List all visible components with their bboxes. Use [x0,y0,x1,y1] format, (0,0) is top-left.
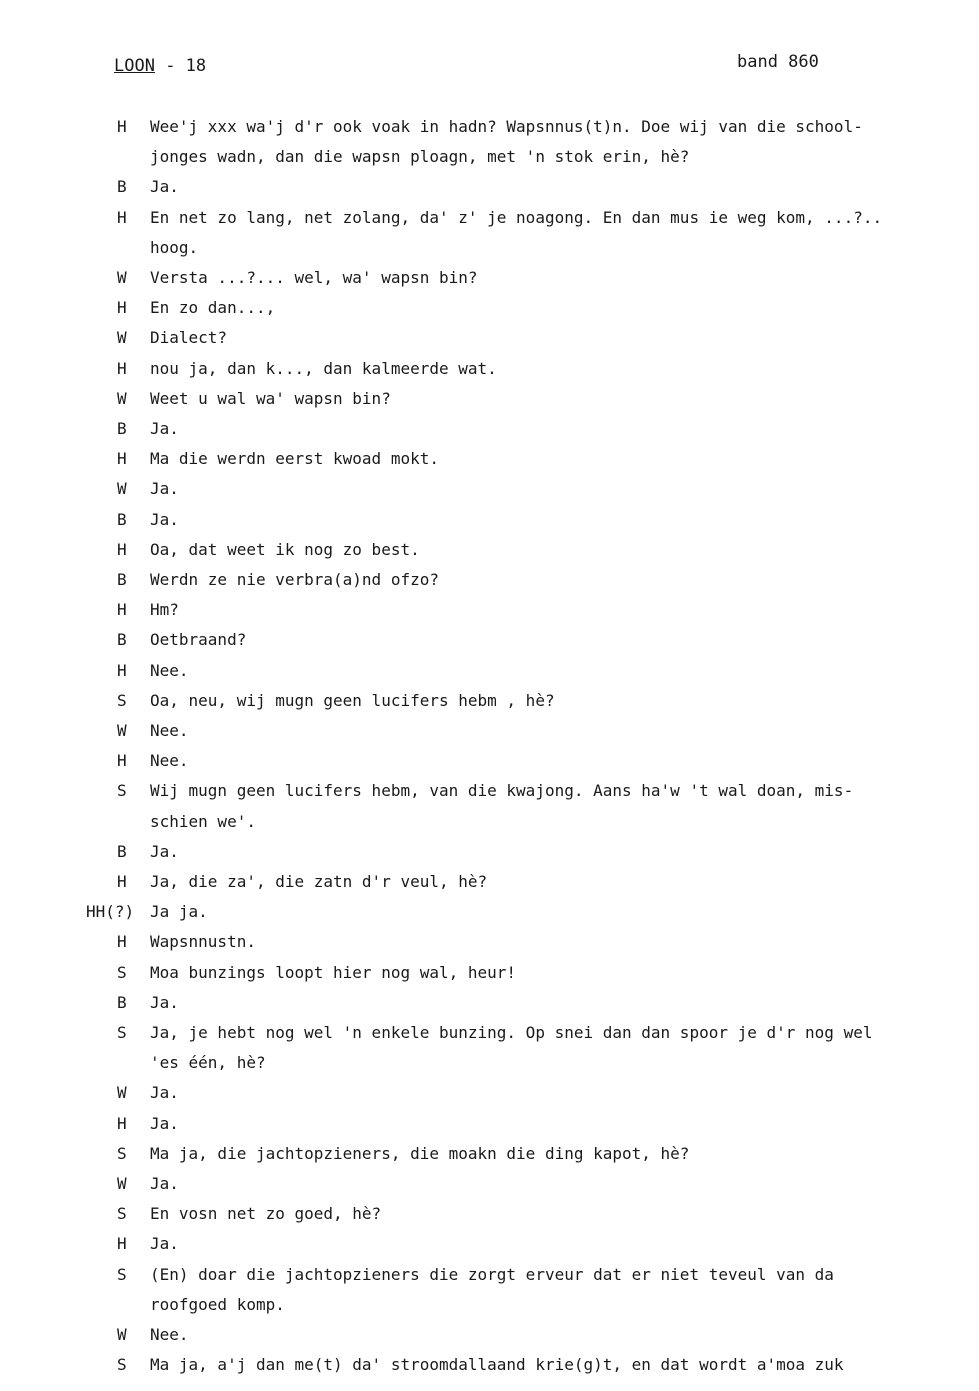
utterance-text: Ja. [150,992,179,1012]
utterance-text: Ma ja, a'j dan me(t) da' stroomdallaand krie(g)t, en dat wordt a'moa zuk [150,1355,844,1375]
speaker-label: S [117,690,127,710]
speaker-label: W [117,721,127,740]
utterance-text: hoog. [150,237,199,257]
transcript-line [0,1199,979,1229]
transcript-line-continuation [0,233,979,263]
speaker-label: W [117,479,127,499]
utterance-text: Oa, neu, wij mugn geen lucifers hebm , hè? [150,690,555,710]
utterance-text: 'es één, hè? [150,1053,266,1073]
utterance-text: nou ja, dan k..., dan kalmeerde wat. [150,358,497,378]
utterance-text: Weet u wal wa' wapsn bin? [150,388,391,408]
speaker-label: B [117,509,127,529]
speaker-label: W [117,328,127,348]
transcript-line [0,354,979,384]
utterance-text: En zo dan..., [150,298,276,318]
transcript-line [0,293,979,323]
transcript-line [0,1229,979,1259]
speaker-label: H [117,539,127,559]
transcript-line [0,384,979,414]
transcript-line [0,1260,979,1290]
speaker-label: H [117,117,127,136]
transcript-line [0,1109,979,1139]
utterance-text: Ja. [150,1113,179,1133]
utterance-text: Wij mugn geen lucifers hebm, van die kwajong. Aans ha'w 't wal doan, mis- [150,781,854,801]
utterance-text: Nee. [150,721,189,740]
transcript-line [0,1169,979,1199]
speaker-label: B [117,177,127,197]
utterance-text: Ja ja. [150,902,208,922]
speaker-label: H [117,1234,127,1254]
page-number: - 18 [165,56,207,76]
utterance-text: Ja. [150,1083,179,1103]
utterance-text: roofgoed komp. [150,1294,285,1314]
transcript-line [0,535,979,565]
utterance-text: En vosn net zo goed, hè? [150,1204,382,1224]
transcript-line [0,263,979,293]
transcript-line [0,656,979,686]
utterance-text: (En) doar die jachtopzieners die zorgt erveur dat er niet teveul van da [150,1264,834,1284]
utterance-text: Versta ...?... wel, wa' wapsn bin? [150,268,478,287]
utterance-text: En net zo lang, net zolang, da' z' je noagong. En dan mus ie weg kom, ...?.. [150,207,883,227]
utterance-text: Ma ja, die jachtopzieners, die moakn die ding kapot, hè? [150,1143,690,1163]
speaker-label: H [117,449,127,469]
speaker-label: H [117,298,127,318]
utterance-text: Ja, die za', die zatn d'r veul, hè? [150,872,488,891]
speaker-label: HH(?) [86,902,135,922]
speaker-label: H [117,207,127,227]
speaker-label: S [117,962,127,982]
speaker-label: S [117,781,127,801]
transcript-line [0,837,979,867]
utterance-text: Hm? [150,600,179,620]
transcript-line [0,1018,979,1048]
transcript-line [0,1078,979,1108]
utterance-text: Dialect? [150,328,228,348]
speaker-label: S [117,1355,127,1375]
utterance-text: Ja. [150,841,179,861]
speaker-label: S [117,1023,127,1042]
transcript-line [0,1139,979,1169]
utterance-text: jonges wadn, dan die wapsn ploagn, met 'n stok erin, hè? [150,147,690,167]
utterance-text: Wee'j xxx wa'j d'r ook voak in hadn? Wapsnnus(t)n. Doe wij van die school- [150,117,863,136]
speaker-label: S [117,1204,127,1224]
speaker-label: S [117,1143,127,1163]
speaker-label: H [117,932,127,952]
transcript-line [0,625,979,655]
speaker-label: H [117,600,127,620]
speaker-label: B [117,992,127,1012]
speaker-label: W [117,1325,127,1344]
utterance-text: Nee. [150,751,189,771]
utterance-text: Nee. [150,1325,189,1344]
utterance-text: Ja. [150,479,179,499]
transcript-line [0,686,979,716]
transcript-line [0,958,979,988]
utterance-text: Oetbraand? [150,630,247,650]
transcript-line [0,776,979,806]
utterance-text: Oa, dat weet ik nog zo best. [150,539,420,559]
transcript-line [0,172,979,202]
utterance-text: Nee. [150,660,189,680]
utterance-text: Ja. [150,419,179,438]
transcript-line [0,1350,979,1380]
transcript-line [0,595,979,625]
transcript-line [0,203,979,233]
speaker-label: S [117,1264,127,1284]
speaker-label: H [117,1113,127,1133]
speaker-label: H [117,660,127,680]
transcript-line [0,444,979,474]
transcript-line [0,897,979,927]
speaker-label: B [117,630,127,650]
transcript-line [0,474,979,504]
speaker-label: W [117,1174,127,1193]
speaker-label: B [117,419,127,438]
transcript-line [0,1320,979,1350]
place-title: LOON [114,56,155,76]
speaker-label: W [117,268,127,287]
utterance-text: Werdn ze nie verbra(a)nd ofzo? [150,570,439,589]
speaker-label: W [117,388,127,408]
transcript-line [0,746,979,776]
transcript-line-continuation [0,1048,979,1078]
transcript-line [0,505,979,535]
transcript-line-continuation [0,1290,979,1320]
speaker-label: B [117,570,127,589]
speaker-label: H [117,358,127,378]
transcript-line [0,565,979,595]
transcript-line [0,323,979,353]
transcript-line [0,716,979,746]
speaker-label: H [117,751,127,771]
utterance-text: Ja, je hebt nog wel 'n enkele bunzing. Op snei dan dan spoor je d'r nog wel [150,1023,873,1042]
transcript-line [0,414,979,444]
utterance-text: Ja. [150,1234,179,1254]
transcript-line [0,988,979,1018]
utterance-text: Ja. [150,1174,179,1193]
utterance-text: Ja. [150,177,179,197]
speaker-label: B [117,841,127,861]
band-label: band 860 [737,52,819,72]
utterance-text: Moa bunzings loopt hier nog wal, heur! [150,962,517,982]
transcript-line [0,927,979,957]
utterance-text: Ma die werdn eerst kwoad mokt. [150,449,439,469]
utterance-text: Ja. [150,509,179,529]
transcript-line-continuation [0,142,979,172]
utterance-text: schien we'. [150,811,256,831]
transcript-line-continuation [0,807,979,837]
transcript-line [0,867,979,897]
transcript-line [0,112,979,142]
speaker-label: H [117,872,127,891]
utterance-text: Wapsnnustn. [150,932,256,952]
speaker-label: W [117,1083,127,1103]
